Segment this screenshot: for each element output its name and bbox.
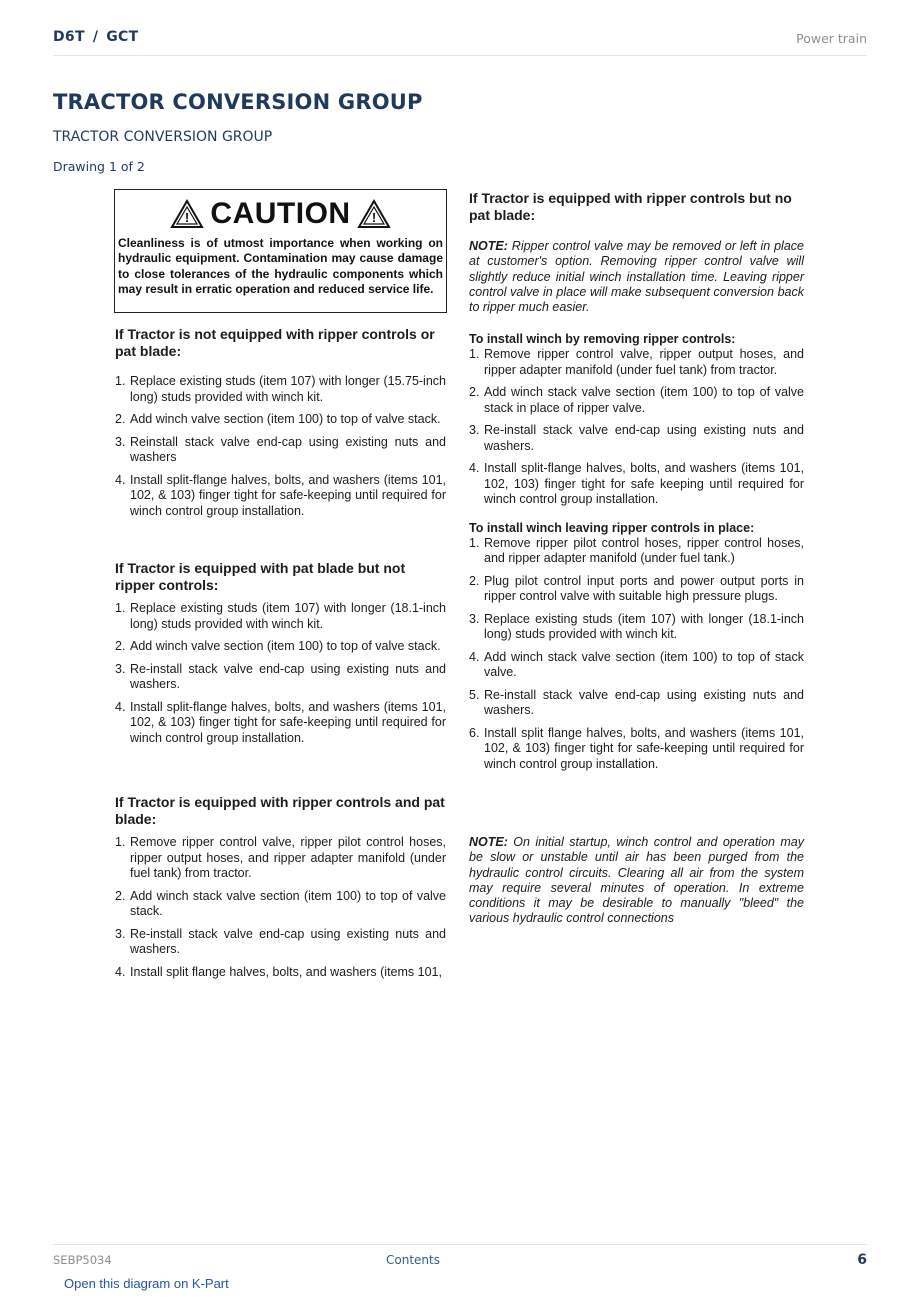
step-number: 5. bbox=[469, 687, 480, 702]
step-text: Add winch stack valve section (item 100) to top of valve stack. bbox=[130, 888, 446, 918]
step-list bbox=[469, 536, 804, 773]
section-heading: If Tractor is equipped with ripper controls but no pat blade: bbox=[469, 190, 792, 223]
step-text: Re-install stack valve end-cap using existing nuts and washers. bbox=[484, 423, 804, 453]
section-heading: If Tractor is equipped with ripper controls and pat blade: bbox=[115, 794, 445, 827]
list-item bbox=[115, 639, 446, 655]
page-number: 6 bbox=[857, 1252, 867, 1268]
note-text: Ripper control valve may be removed or left in place at customer's option. Removing ripper control valve will slightly reduce initial winch installation time. Leaving ripper control valve in place will make subsequent conversion back to ripper much easier. bbox=[469, 239, 804, 315]
step-number: 4. bbox=[115, 472, 126, 487]
step-number: 1. bbox=[469, 535, 480, 550]
list-item bbox=[115, 889, 446, 920]
list-item bbox=[469, 536, 804, 567]
subheading-leave-ripper: To install winch leaving ripper controls in place: bbox=[469, 520, 755, 535]
step-number: 1. bbox=[469, 347, 480, 362]
list-item bbox=[115, 412, 446, 428]
step-text: Install split-flange halves, bolts, and washers (items 101, 102, 103) finger tight for safe keeping until required for winch control group installation. bbox=[484, 461, 804, 507]
caution-text: Cleanliness is of utmost importance when working on hydraulic equipment. Contamination may cause damage to close tolerances of the hydraulic components which may result in erratic operation and reduced service life. bbox=[118, 236, 443, 297]
list-item bbox=[115, 473, 446, 520]
list-item bbox=[469, 347, 804, 378]
list-item bbox=[115, 965, 446, 981]
header-models bbox=[53, 29, 138, 45]
model-d6t: D6T bbox=[53, 29, 85, 45]
caution-box bbox=[114, 189, 447, 313]
step-text: Install split-flange halves, bolts, and washers (items 101, 102, & 103) finger tight for safe-keeping until required for winch control group installation. bbox=[130, 472, 446, 518]
section-ripper-no-pat-blade bbox=[469, 190, 804, 779]
step-number: 1. bbox=[115, 601, 126, 615]
step-number: 3. bbox=[115, 926, 126, 941]
list-item bbox=[115, 927, 446, 958]
step-number: 3. bbox=[469, 423, 480, 438]
open-in-kpart-link[interactable]: Open this diagram on K-Part bbox=[64, 1276, 229, 1291]
step-text: Reinstall stack valve end-cap using existing nuts and washers bbox=[130, 434, 446, 464]
header-separator: / bbox=[92, 29, 99, 45]
step-number: 1. bbox=[115, 374, 126, 388]
step-text: Replace existing studs (item 107) with longer (18.1-inch long) studs provided with winch kit. bbox=[484, 611, 804, 642]
list-item bbox=[469, 574, 804, 605]
list-item bbox=[115, 835, 446, 882]
step-number: 2. bbox=[115, 412, 126, 426]
step-list bbox=[115, 601, 446, 746]
step-text: Replace existing studs (item 107) with longer (15.75-inch long) studs provided with winch kit. bbox=[130, 374, 446, 404]
step-list bbox=[115, 835, 446, 980]
step-text: Plug pilot control input ports and power output ports in ripper control valve with suitable high pressure plugs. bbox=[484, 573, 804, 604]
step-number: 4. bbox=[115, 699, 126, 714]
list-item bbox=[469, 688, 804, 719]
section-heading: If Tractor is not equipped with ripper controls or pat blade: bbox=[115, 326, 435, 359]
warning-triangle-icon bbox=[357, 199, 391, 229]
page-subtitle: TRACTOR CONVERSION GROUP bbox=[53, 129, 273, 145]
step-number: 4. bbox=[469, 649, 480, 664]
step-text: Install split-flange halves, bolts, and washers (items 101, 102, & 103) finger tight for safe-keeping until required for winch control group installation. bbox=[130, 699, 446, 745]
header-section: Power train bbox=[796, 31, 867, 46]
step-number: 4. bbox=[115, 964, 126, 979]
contents-link[interactable]: Contents bbox=[386, 1253, 440, 1267]
step-list bbox=[115, 374, 446, 519]
list-item bbox=[115, 662, 446, 693]
step-text: Remove ripper pilot control hoses, ripper control hoses, and ripper adapter manifold (under fuel tank.) bbox=[484, 535, 804, 566]
list-item bbox=[115, 601, 446, 632]
drawing-label: Drawing 1 of 2 bbox=[53, 159, 145, 174]
step-text: Re-install stack valve end-cap using existing nuts and washers. bbox=[130, 926, 446, 956]
step-text: Install split flange halves, bolts, and washers (items 101, 102, & 103) finger tight for safe-keeping until required for winch control group installation. bbox=[484, 725, 804, 771]
list-item bbox=[469, 385, 804, 416]
step-number: 2. bbox=[115, 888, 126, 903]
section-no-ripper-no-blade bbox=[115, 326, 446, 526]
step-list bbox=[469, 347, 804, 508]
step-text: Install split flange halves, bolts, and washers (items 101, bbox=[130, 964, 442, 979]
warning-triangle-icon bbox=[170, 199, 204, 229]
step-number: 4. bbox=[469, 461, 480, 476]
section-pat-blade-no-ripper bbox=[115, 560, 446, 753]
caution-title-row bbox=[118, 192, 443, 236]
caution-title: CAUTION bbox=[210, 197, 351, 230]
step-text: Remove ripper control valve, ripper pilot control hoses, ripper output hoses, and ripper adapter manifold (under fuel tank) from tractor. bbox=[130, 835, 446, 880]
svg-text:!: ! bbox=[185, 210, 190, 225]
ripper-note bbox=[469, 239, 804, 315]
page-title: TRACTOR CONVERSION GROUP bbox=[53, 90, 423, 114]
note-label: NOTE: bbox=[469, 239, 508, 253]
step-text: Re-install stack valve end-cap using existing nuts and washers. bbox=[130, 661, 446, 691]
list-item bbox=[469, 650, 804, 681]
step-text: Add winch stack valve section (item 100) to top of stack valve. bbox=[484, 649, 804, 680]
svg-text:!: ! bbox=[371, 210, 376, 225]
section-heading: If Tractor is equipped with pat blade but not ripper controls: bbox=[115, 560, 406, 593]
step-text: Add winch valve section (item 100) to top of valve stack. bbox=[130, 412, 441, 426]
section-ripper-and-pat-blade bbox=[115, 794, 446, 987]
list-item bbox=[115, 374, 446, 405]
step-number: 3. bbox=[115, 661, 126, 676]
startup-note bbox=[469, 835, 804, 927]
note-text: On initial startup, winch control and operation may be slow or unstable until air has been purged from the hydraulic control circuits. Clearing all air from the system may require several minutes of operation. In extreme conditions it may be desirable to manually "bleed" the various hydraulic control connections bbox=[469, 835, 804, 926]
list-item bbox=[469, 726, 804, 773]
step-text: Add winch valve section (item 100) to top of valve stack. bbox=[130, 639, 441, 653]
list-item bbox=[115, 700, 446, 747]
list-item bbox=[469, 612, 804, 643]
step-number: 3. bbox=[115, 434, 126, 449]
step-number: 2. bbox=[469, 385, 480, 400]
list-item bbox=[469, 423, 804, 454]
header-divider bbox=[53, 55, 867, 56]
step-text: Replace existing studs (item 107) with longer (18.1-inch long) studs provided with winch kit. bbox=[130, 601, 446, 631]
model-gct: GCT bbox=[106, 29, 139, 45]
footer-divider bbox=[53, 1244, 867, 1245]
step-number: 3. bbox=[469, 611, 480, 626]
step-text: Re-install stack valve end-cap using existing nuts and washers. bbox=[484, 687, 804, 718]
subheading-remove-ripper: To install winch by removing ripper controls: bbox=[469, 332, 736, 347]
list-item bbox=[469, 461, 804, 508]
step-number: 6. bbox=[469, 725, 480, 740]
startup-note-text bbox=[469, 835, 804, 927]
list-item bbox=[115, 435, 446, 466]
step-text: Remove ripper control valve, ripper output hoses, and ripper adapter manifold (under fuel tank) from tractor. bbox=[484, 347, 804, 377]
document-number: SEBP5034 bbox=[53, 1253, 112, 1267]
step-number: 2. bbox=[115, 639, 126, 653]
step-number: 2. bbox=[469, 573, 480, 588]
note-label: NOTE: bbox=[469, 835, 508, 849]
step-text: Add winch stack valve section (item 100) to top of valve stack in place of ripper valve. bbox=[484, 385, 804, 415]
step-number: 1. bbox=[115, 835, 126, 849]
